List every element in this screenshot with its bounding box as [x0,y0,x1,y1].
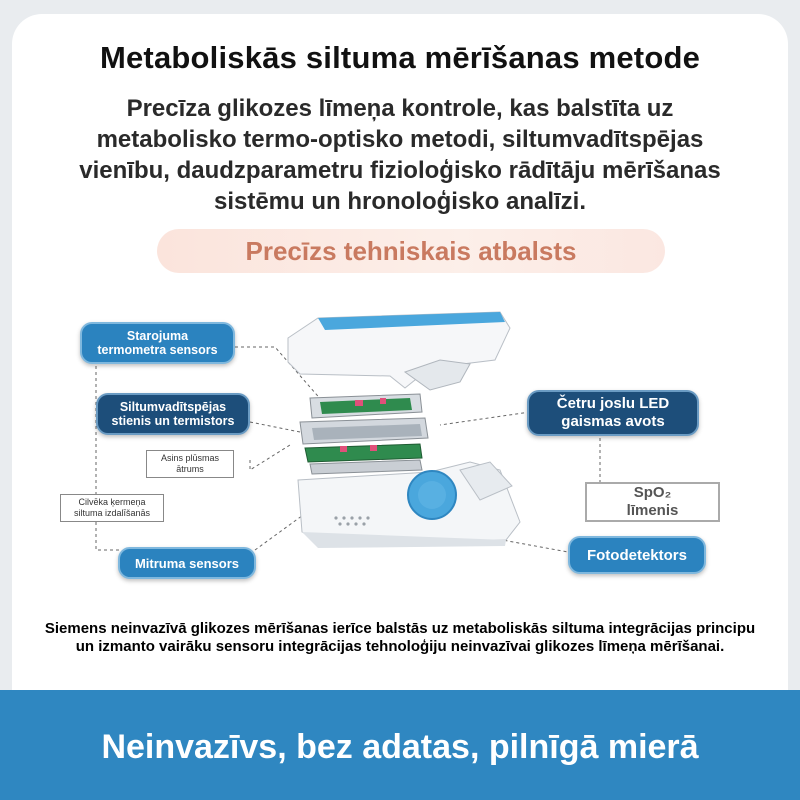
label-spo2-line1: SpO₂ [633,484,672,501]
page-title: Metaboliskās siltuma mērīšanas metode [99,40,701,75]
label-body-heat [60,494,164,522]
label-photodetector-text: Fotodetektors [586,546,687,564]
label-led-line2: gaismas avots [561,413,665,430]
device-lid [288,312,510,390]
label-body-heat-line2: siltuma izdalīšanās [73,508,151,518]
label-spo2-level [585,482,720,522]
label-conductivity-line1: Siltumvadītspējas [119,400,227,414]
label-conductivity-line2: stienis un termistors [111,414,235,428]
intro-text: Precīza glikozes līmeņa kontrole, kas balstīta uz metabolisko termo-optisko metodi, siltumvadītspējas vienību, daudzparametru fizioloģisko rādītāju mērīšanas sistēmu un hronoloģisko analīzi. [79,95,721,215]
label-humidity-text: Mitruma sensors [134,555,240,571]
tech-support-banner: Precīzs tehniskais atbalsts [157,229,665,273]
label-radiation-sensor-line1: Starojuma [126,329,189,343]
label-radiation-sensor-line2: termometra sensors [97,343,218,357]
device-diagram [0,290,800,610]
label-humidity-sensor [118,547,256,579]
device-base [298,462,520,548]
label-conductivity-rod [96,393,250,435]
circuit-boards [300,394,428,474]
description-footnote: Siemens neinvazīvā glikozes mērīšanas ierīce balstās uz metaboliskās siltuma integrācijas principu un izmanto vairāku sensoru integrācijas tehnoloģiju neinvazīvai glikozes līmeņa mērīšanai. [44,620,756,655]
label-blood-flow [146,450,234,478]
label-radiation-sensor [80,322,235,364]
label-led-source [527,390,699,436]
label-blood-flow-line1: Asins plūsmas [160,453,220,463]
label-photodetector [568,536,706,574]
label-blood-flow-line2: ātrums [176,464,204,474]
label-led-line1: Četru joslu LED [556,395,670,412]
footer-slogan: Neinvazīvs, bez adatas, pilnīgā mierā [101,728,699,766]
label-spo2-line2: līmenis [626,502,679,519]
label-body-heat-line1: Cilvēka ķermeņa [78,497,146,507]
